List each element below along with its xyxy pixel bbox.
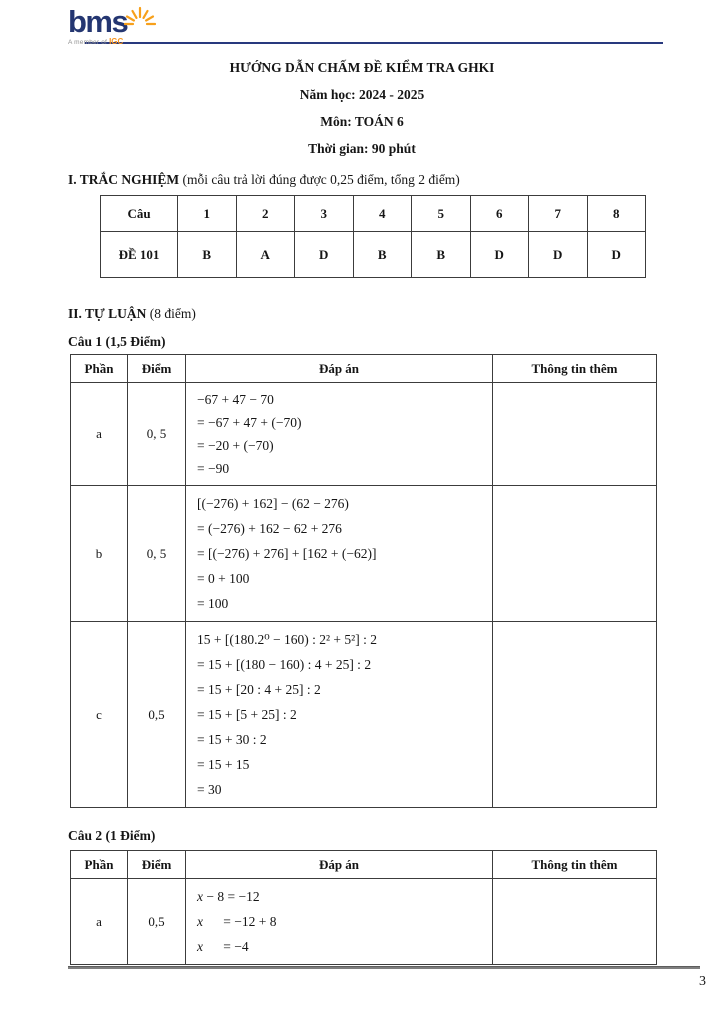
extra-info-cell (493, 879, 657, 965)
mc-answer-cell: D (587, 232, 646, 278)
extra-info-cell (493, 486, 657, 622)
answer-row-b (71, 486, 657, 622)
answer-table-header-row (71, 355, 657, 383)
math-line: = 15 + 30 : 2 (197, 732, 267, 747)
math-line: = −20 + (−70) (197, 438, 274, 453)
mc-answer-cell: D (295, 232, 354, 278)
col-header-answer: Đáp án (186, 355, 493, 383)
subject: Môn: TOÁN 6 (320, 114, 404, 129)
question-2-table (70, 850, 657, 965)
col-header-extra: Thông tin thêm (493, 851, 657, 879)
mc-answer-row (101, 232, 646, 278)
part-cell: a (71, 879, 128, 965)
mc-header-cell: 7 (529, 196, 588, 232)
tagline-prefix: A member of (68, 39, 110, 46)
answer-cell (186, 622, 493, 808)
extra-info-cell (493, 622, 657, 808)
mc-header-cell: 2 (236, 196, 295, 232)
math-line: = −67 + 47 + (−70) (197, 415, 302, 430)
col-header-part: Phần (71, 355, 128, 383)
page-number: 3 (699, 974, 706, 989)
math-line: = 30 (197, 782, 222, 797)
mc-answer-cell: B (178, 232, 237, 278)
col-header-score: Điểm (128, 355, 186, 383)
section-1-heading (68, 172, 656, 188)
question-2-title: Câu 2 (1 Điểm) (68, 828, 156, 843)
score-cell: 0, 5 (128, 383, 186, 486)
answer-row-c (71, 622, 657, 808)
mc-header-row (101, 196, 646, 232)
mc-answer-cell: D (470, 232, 529, 278)
brand-text: bms (68, 4, 128, 39)
mc-answer-cell: D (529, 232, 588, 278)
question-1-title: Câu 1 (1,5 Điểm) (68, 334, 166, 349)
mc-header-cell: 4 (353, 196, 412, 232)
col-header-extra: Thông tin thêm (493, 355, 657, 383)
question-1-table (70, 354, 657, 808)
part-cell: a (71, 383, 128, 486)
footer-rule (68, 966, 700, 969)
section-2-heading-note: (8 điểm) (146, 306, 196, 321)
multiple-choice-table (100, 195, 646, 278)
math-line: = (−276) + 162 − 62 + 276 (197, 521, 342, 536)
math-line: = [(−276) + 276] + [162 + (−62)] (197, 546, 377, 561)
part-cell: b (71, 486, 128, 622)
duration: Thời gian: 90 phút (308, 141, 416, 156)
col-header-score: Điểm (128, 851, 186, 879)
score-cell: 0, 5 (128, 486, 186, 622)
answer-cell (186, 486, 493, 622)
mc-header-cell: Câu (101, 196, 178, 232)
mc-header-cell: 8 (587, 196, 646, 232)
math-line: [(−276) + 162] − (62 − 276) (197, 496, 349, 511)
math-line: x = −12 + 8 (197, 914, 277, 929)
math-line: = 0 + 100 (197, 571, 250, 586)
section-2-heading-bold: II. TỰ LUẬN (68, 306, 147, 321)
answer-row-a (71, 383, 657, 486)
title-block (68, 60, 656, 157)
answer-cell (186, 879, 493, 965)
math-line: 15 + [(180.2⁰ − 160) : 2² + 5²] : 2 (197, 632, 377, 647)
tagline-brand: IGC (109, 37, 124, 46)
score-cell: 0,5 (128, 622, 186, 808)
school-year: Năm học: 2024 - 2025 (299, 87, 425, 102)
math-line: = 15 + [20 : 4 + 25] : 2 (197, 682, 321, 697)
math-line: = 100 (197, 596, 229, 611)
section-2-heading (68, 306, 656, 322)
mc-header-cell: 5 (412, 196, 471, 232)
logo-tagline (68, 37, 198, 46)
mc-answer-cell: A (236, 232, 295, 278)
math-line: = 15 + [(180 − 160) : 4 + 25] : 2 (197, 657, 372, 672)
score-cell: 0,5 (128, 879, 186, 965)
math-line: −67 + 47 − 70 (197, 392, 274, 407)
mc-header-cell: 1 (178, 196, 237, 232)
part-cell: c (71, 622, 128, 808)
math-line: = −90 (197, 461, 230, 476)
answer-table-header-row (71, 851, 657, 879)
col-header-answer: Đáp án (186, 851, 493, 879)
mc-header-cell: 3 (295, 196, 354, 232)
math-line: x = −4 (197, 939, 249, 954)
math-line: = 15 + 15 (197, 757, 250, 772)
math-line: x − 8 = −12 (197, 889, 260, 904)
math-line: = 15 + [5 + 25] : 2 (197, 707, 297, 722)
mc-header-cell: 6 (470, 196, 529, 232)
doc-title: HƯỚNG DẪN CHẤM ĐỀ KIỂM TRA GHKI (229, 60, 495, 75)
sun-rays-icon (124, 3, 156, 26)
col-header-part: Phần (71, 851, 128, 879)
section-1-heading-note: (mỗi câu trả lời đúng được 0,25 điểm, tổng 2 điểm) (179, 172, 460, 187)
answer-cell (186, 383, 493, 486)
answer-row-a (71, 879, 657, 965)
bms-logo (68, 0, 198, 46)
section-1-heading-bold: I. TRẮC NGHIỆM (68, 172, 180, 187)
extra-info-cell (493, 383, 657, 486)
mc-exam-code: ĐỀ 101 (101, 232, 178, 278)
mc-answer-cell: B (412, 232, 471, 278)
mc-answer-cell: B (353, 232, 412, 278)
